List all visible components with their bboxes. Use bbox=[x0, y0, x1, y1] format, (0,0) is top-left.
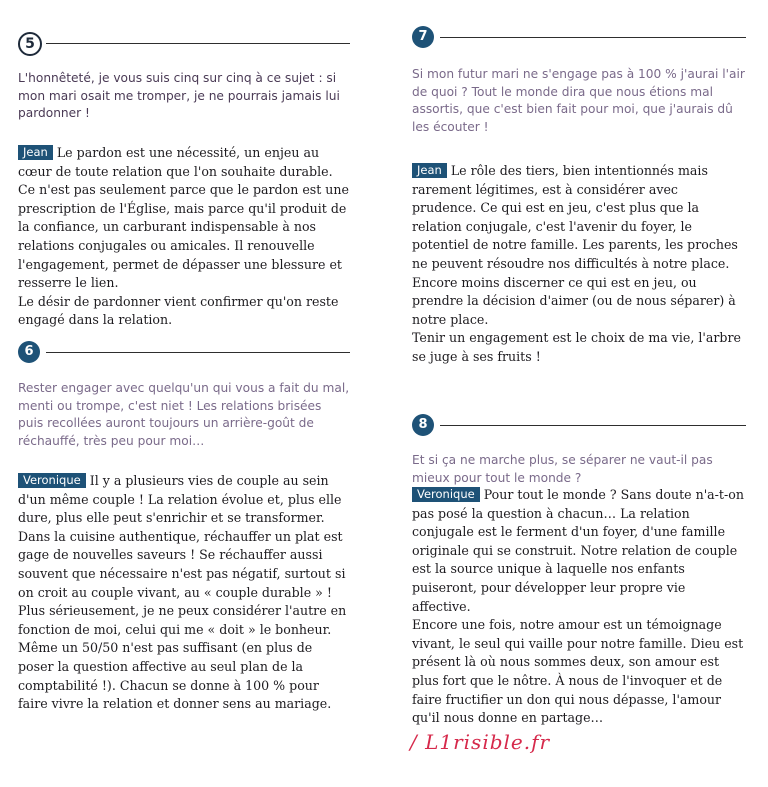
section-number-6: 6 bbox=[18, 341, 40, 363]
answer-paragraph: Encore une fois, notre amour est un témoignage vivant, le seul qui vaille pour notre famille. Dieu est présent là où nous sommes deux, son amour est plus fort que le nôtre. À nous de l'invoquer et de faire fructifier un don qui nous dépasse, l'amour qu'il nous donne en partage… bbox=[412, 617, 744, 726]
section-6-answer bbox=[18, 472, 350, 714]
section-number-5: 5 bbox=[18, 32, 42, 56]
handwritten-signature: / L1risible.fr bbox=[410, 730, 551, 754]
section-6-question: Rester engager avec quelqu'un qui vous a fait du mal, menti ou trompe, c'est niet ! Les relations brisées puis recollées auront toujours un arrière-goût de réchauffé, très peu pour moi… bbox=[18, 381, 350, 448]
section-7-question: Si mon futur mari ne s'engage pas à 100 % j'aurai l'air de quoi ? Tout le monde dira que nous étions mal assortis, que c'est bien fait pour moi, que j'aurais dû les écouter ! bbox=[412, 67, 745, 134]
section-8-answer bbox=[412, 486, 746, 728]
answer-text: Pour tout le monde ? Sans doute n'a-t-on pas posé la question à chacun… La relation conjugale est le ferment d'un foyer, d'une famille originale qui se construit. Notre relation de couple est la source unique à laquelle nos enfants puiseront, pour développer leur propre vie affective. bbox=[412, 487, 744, 614]
answer-paragraph bbox=[18, 472, 350, 602]
section-6-header bbox=[18, 341, 350, 363]
section-7-header bbox=[412, 26, 746, 48]
answer-text: Il y a plusieurs vies de couple au sein d'un même couple ! La relation évolue et, plus elle dure, plus elle peut s'enrichir et se transformer. Dans la cuisine authentique, réchauffer un plat est gage de nouvelles saveurs ! Se réchauffer aussi souvent que nécessaire n'est pas négatif, surtout si on croit au couple vivant, au « couple durable » ! bbox=[18, 473, 346, 600]
speaker-badge: Jean bbox=[18, 145, 53, 160]
speaker-badge: Veronique bbox=[18, 473, 86, 488]
section-number-7: 7 bbox=[412, 26, 434, 48]
section-5-answer bbox=[18, 144, 350, 330]
answer-paragraph: Plus sérieusement, je ne peux considérer l'autre en fonction de moi, celui qui me « doit » le bonheur. Même un 50/50 n'est pas suffisant (en plus de poser la question affective au seul plan de la comptabilité !). Chacun se donne à 100 % pour faire vivre la relation et donner sens au mariage. bbox=[18, 603, 347, 712]
speaker-badge: Jean bbox=[412, 163, 447, 178]
speaker-badge: Veronique bbox=[412, 487, 480, 502]
section-number-8: 8 bbox=[412, 414, 434, 436]
section-divider bbox=[440, 37, 746, 38]
answer-paragraph bbox=[412, 486, 746, 616]
section-divider bbox=[46, 43, 350, 44]
section-8-question: Et si ça ne marche plus, se séparer ne vaut-il pas mieux pour tout le monde ? bbox=[412, 453, 713, 485]
section-5-question: L'honnêteté, je vous suis cinq sur cinq à ce sujet : si mon mari osait me tromper, je ne pourrais jamais lui pardonner ! bbox=[18, 71, 340, 121]
answer-paragraph bbox=[412, 162, 746, 329]
section-7-answer bbox=[412, 162, 746, 367]
answer-paragraph bbox=[18, 144, 350, 293]
section-divider bbox=[440, 425, 746, 426]
answer-text: Le rôle des tiers, bien intentionnés mais rarement légitimes, est à considérer avec prudence. Ce qui est en jeu, c'est plus que la relation conjugale, c'est l'avenir du foyer, le potentiel de notre famille. Les parents, les proches ne peuvent résoudre nos difficultés à notre place. Encore moins discerner ce qui est en jeu, ou prendre la décision d'aimer (ou de nous séparer) à notre place. bbox=[412, 163, 738, 327]
section-divider bbox=[46, 352, 350, 353]
section-5-header bbox=[18, 32, 350, 54]
section-8-header bbox=[412, 414, 746, 436]
answer-text: Le pardon est une nécessité, un enjeu au cœur de toute relation que l'on souhaite durable. Ce n'est pas seulement parce que le pardon est une prescription de l'Église, mais parce qu'il produit de la confiance, un carburant indispensable à nos relations conjugales ou amicales. Il renouvelle l'engagement, permet de dépasser une blessure et resserre le lien. bbox=[18, 145, 349, 291]
answer-paragraph: Tenir un engagement est le choix de ma vie, l'arbre se juge à ses fruits ! bbox=[412, 330, 741, 364]
answer-paragraph: Le désir de pardonner vient confirmer qu'on reste engagé dans la relation. bbox=[18, 293, 339, 328]
